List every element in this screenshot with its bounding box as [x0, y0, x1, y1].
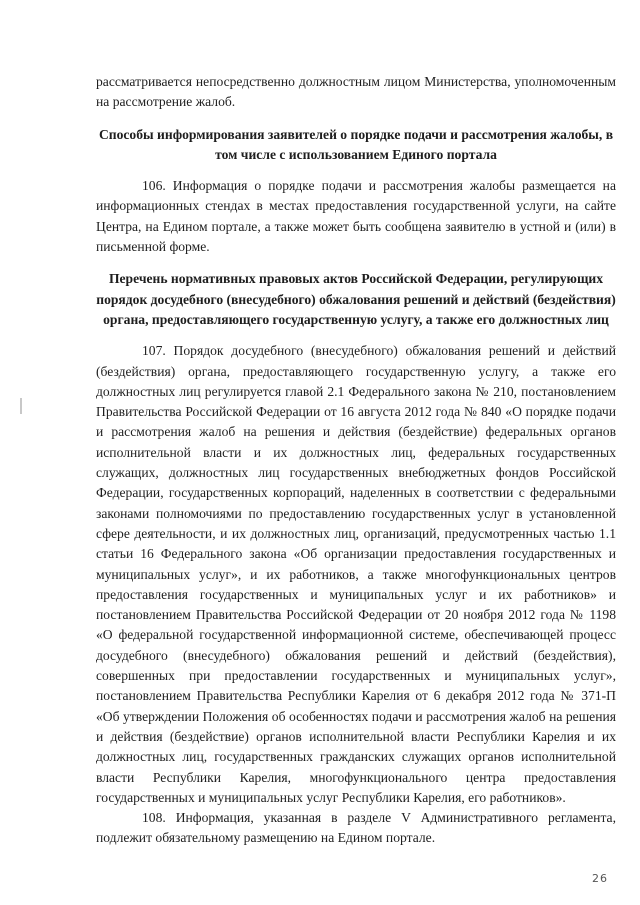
section-heading-legal-acts: Перечень нормативных правовых актов Российской Федерации, регулирующих порядок досудебного (внесудебного) обжалования решений и действий (бездействия) органа, предоставляющего государственную услугу, а также его должностных лиц [96, 271, 616, 327]
paragraph-108: 108. Информация, указанная в разделе V Административного регламента, подлежит обязательному размещению на Едином портале. [96, 810, 616, 846]
document-body [96, 72, 616, 849]
page-number: 26 [592, 872, 608, 885]
intro-paragraph: рассматривается непосредственно должностным лицом Министерства, уполномоченным на рассмотрение жалоб. [96, 74, 616, 110]
margin-scan-mark [20, 398, 22, 414]
section-heading-informing: Способы информирования заявителей о порядке подачи и рассмотрения жалобы, в том числе с использованием Единого портала [98, 126, 614, 162]
paragraph-106: 106. Информация о порядке подачи и рассмотрения жалобы размещается на информационных стендах в местах предоставления государственной услуги, на сайте Центра, на Едином портале, а также может быть сообщена заявителю в устной и (или) в письменной форме. [96, 178, 616, 255]
paragraph-107: 107. Порядок досудебного (внесудебного) обжалования решений и действий (бездействия) органа, предоставляющего государственную услугу, а также его должностных лиц регулируется главой 2.1 Федерального закона № 210, постановлением Правительства Российской Федерации от 16 августа 2012 года № 840 «О порядке подачи и рассмотрения жалоб на решения и действия (бездействие) федеральных органов исполнительной власти и их должностных лиц, федеральных государственных служащих, должностных лиц государственных внебюджетных фондов Российской Федерации, государственных корпораций, наделенных в соответствии с федеральными законами полномочиями по предоставлению государственных услуг в установленной сфере деятельности, и их должностных лиц, организаций, предусмотренных частью 1.1 статьи 16 Федерального закона «Об организации предоставления государственных и муниципальных услуг», и их работников, а также многофункциональных центров предоставления государственных и муниципальных услуг и их работников» и постановлением Правительства Российской Федерации от 20 ноября 2012 года № 1198 «О федеральной государственной информационной системе, обеспечивающей процесс досудебного (внесудебного) обжалования решений и действий (бездействия), совершенных при предоставлении государственных и муниципальных услуг», постановлением Правительства Республики Карелия от 6 декабря 2012 года № 371-П «Об утверждении Положения об особенностях подачи и рассмотрения жалоб на решения и действия (бездействие) органов исполнительной власти Республики Карелия и их должностных лиц, государственных гражданских служащих органов исполнительной власти Республики Карелия, многофункционального центра предоставления государственных и муниципальных услуг Республики Карелия, его работников». [96, 343, 616, 805]
